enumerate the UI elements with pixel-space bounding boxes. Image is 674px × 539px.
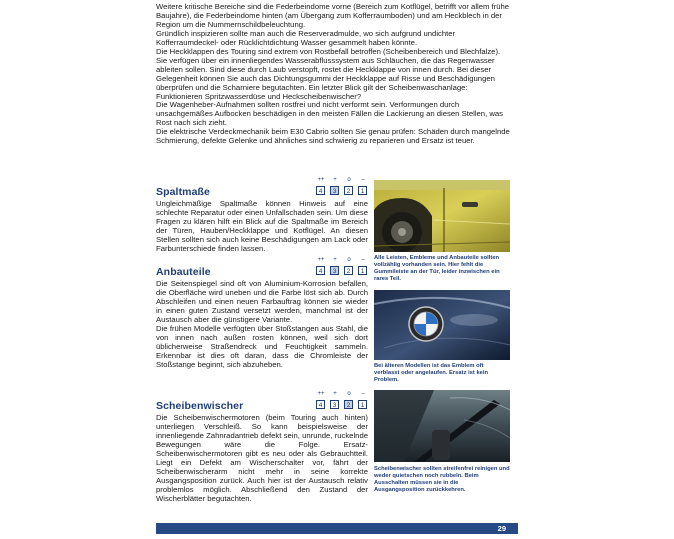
rating-label: ++: [317, 257, 325, 263]
section-paragraph: Die frühen Modelle verfügten über Stoßstangen aus Stahl, die von innen nach außen rosten können, weil sich dort üblicherweise Straßendreck und Feuchtigkeit sammeln. Erkennbar ist dies oft daran, dass die Chromleiste der Stoßstange beginnt, sich abzuheben.: [156, 324, 368, 370]
section-body-scheibenwischer: [156, 413, 368, 503]
rating-box: 4: [316, 266, 325, 275]
section-paragraph: Die Seitenspiegel sind oft von Aluminium-Korrosion befallen, die Oberfläche wird uneben und die Farbe löst sich ab. Durch Abschleifen und einen neuen Farbauftrag können sie wieder in einen guten Zustand versetzt werden, manchmal ist der Austausch aber die günstigere Variante.: [156, 279, 368, 325]
photo-yellow-car-door: [374, 180, 510, 252]
section-header-anbauteile: [156, 258, 368, 278]
rating-boxes: [316, 400, 368, 410]
rating-label: +: [333, 257, 337, 263]
rating-label: o: [347, 177, 351, 183]
rating-label: ++: [317, 177, 325, 183]
rating-label: o: [347, 257, 351, 263]
rating-scale: [316, 258, 368, 278]
intro-paragraph: Die Heckklappen des Touring sind extrem von Rostbefall betroffen (Scheibenbereich und Blechfalze). Sie verfügen über ein innenliegendes Wasserabflusssystem aus Schläuchen, die das Regenwasser ableiten sollen. Sind diese durch Laub verstopft, rostet die Heckklappe von innen durch. Bei dieser Gelegenheit können Sie auch das Dichtungsgummi der Heckklappe auf Risse und Beschädigungen überprüfen und die Scharniere begutachten. Ein letzter Blick gilt der Scheibenwaschanlage: Funktionieren Spritzwasserdüse und Heckscheibenwischer?: [156, 46, 501, 101]
book-page: [156, 0, 518, 539]
section-title: Spaltmaße: [156, 186, 210, 198]
caption-photo-3: Scheibenwischer sollten streifenfrei reinigen und weder quietschen noch rubbeln. Beim Ausschalten müssen sie in die Ausgangsposition zurückkehren.: [374, 466, 510, 493]
rating-box: 1: [358, 186, 367, 195]
section-body-anbauteile: [156, 279, 368, 369]
rating-box: 4: [316, 400, 325, 409]
rating-boxes: [316, 266, 368, 276]
section-title: Anbauteile: [156, 266, 211, 278]
intro-paragraph: Die elektrische Verdeckmechanik beim E30 Cabrio sollten Sie genau prüfen: Schäden durch mangelnde Schmierung, defekte Gelenke und ähnliches sind schwierig zu reparieren und Ersatz ist teuer.: [156, 127, 510, 146]
rating-label: ++: [317, 391, 325, 397]
footer-bar: [156, 523, 518, 534]
section-paragraph: Die Scheibenwischermotoren (beim Touring auch hinten) unterliegen Verschleiß. So kann beispielsweise der innenliegende Zahnradantrieb defekt sein, unrunde, ruckelnde Bewegungen wäre die Folge. Ersatz-Scheibenwischermotoren gibt es neu oder als Gebrauchtteil. Liegt ein Defekt am Wischerschalter vor, fährt der Scheibenwischerarm nicht mehr in seine korrekte Ausgangsposition zurück. Auch hier ist der Austausch relativ problemlos möglich. Abschließend den Zustand der Wischerblätter begutachten.: [156, 413, 368, 504]
photo-windshield-wiper-image: [374, 390, 510, 462]
rating-box: 2: [344, 186, 353, 195]
section-paragraph: Ungleichmäßige Spaltmaße können Hinweis auf eine schlechte Reparatur oder einen Unfallschaden sein. Um diese Fragen zu klären hilft ein Blick auf die Spaltmaße im Bereich der Türen, Hauben/Heckklappe und Kotflügel. An diesen Stellen sollten sich auch keine Beschädigungen am Lack oder Farbunterschiede finden lassen.: [156, 199, 368, 254]
rating-scale: [316, 178, 368, 198]
section-header-scheibenwischer: [156, 392, 368, 412]
rating-label: +: [333, 391, 337, 397]
section-header-spaltmasse: [156, 178, 368, 198]
rating-labels: [316, 258, 368, 265]
rating-label: –: [361, 391, 365, 397]
section-body-spaltmasse: [156, 199, 368, 253]
page-number: 29: [497, 524, 506, 533]
caption-photo-2: Bei älteren Modellen ist das Emblem oft verblasst oder angelaufen. Ersatz ist kein Problem.: [374, 363, 489, 383]
intro-paragraph: Gründlich inspizieren sollte man auch die Reserveradmulde, wo sich aufgrund undichter Kofferraumdeckel- oder Rücklichtdichtung Wasser gesammelt haben könnte.: [156, 28, 456, 47]
section-title: Scheibenwischer: [156, 400, 244, 412]
rating-box: 4: [316, 186, 325, 195]
intro-paragraph: Die Wagenheber-Aufnahmen sollten rostfrei und nicht verformt sein. Verformungen durch unsachgemäßes Aufbocken beschädigen in den meisten Fällen die Lackierung an diesen Stellen, was Rost nach sich zieht.: [156, 100, 504, 128]
rating-boxes: [316, 186, 368, 196]
caption-photo-1: Alle Leisten, Embleme und Anbauteile sollten vollzählig vorhanden sein. Hier fehlt die Gummileiste an der Tür, leider inzwischen ein rares Teil.: [374, 255, 500, 282]
photo-bmw-emblem: [374, 290, 510, 360]
rating-labels: [316, 178, 368, 185]
rating-labels: [316, 392, 368, 399]
intro-paragraph: Weitere kritische Bereiche sind die Federbeindome vorne (Bereich zum Kotflügel, betrifft vor allem frühe Baujahre), die Federbeindome hinten (am Übergang zum Kofferraumboden) und am Heckblech in der Region um die Nummernschildbeleuchtung.: [156, 2, 510, 29]
rating-box: 3: [330, 400, 339, 409]
photo-yellow-car-door-image: [374, 180, 510, 252]
intro-text: [156, 3, 512, 146]
rating-box: 1: [358, 400, 367, 409]
rating-label: –: [361, 177, 365, 183]
rating-box: 1: [358, 266, 367, 275]
rating-label: +: [333, 177, 337, 183]
rating-box: 2: [344, 266, 353, 275]
rating-scale: [316, 392, 368, 412]
rating-box: 3: [330, 266, 339, 275]
photo-windshield-wiper: [374, 390, 510, 462]
rating-box: 2: [344, 400, 353, 409]
photo-bmw-emblem-image: [374, 290, 510, 360]
rating-box: 3: [330, 186, 339, 195]
rating-label: o: [347, 391, 351, 397]
rating-label: –: [361, 257, 365, 263]
